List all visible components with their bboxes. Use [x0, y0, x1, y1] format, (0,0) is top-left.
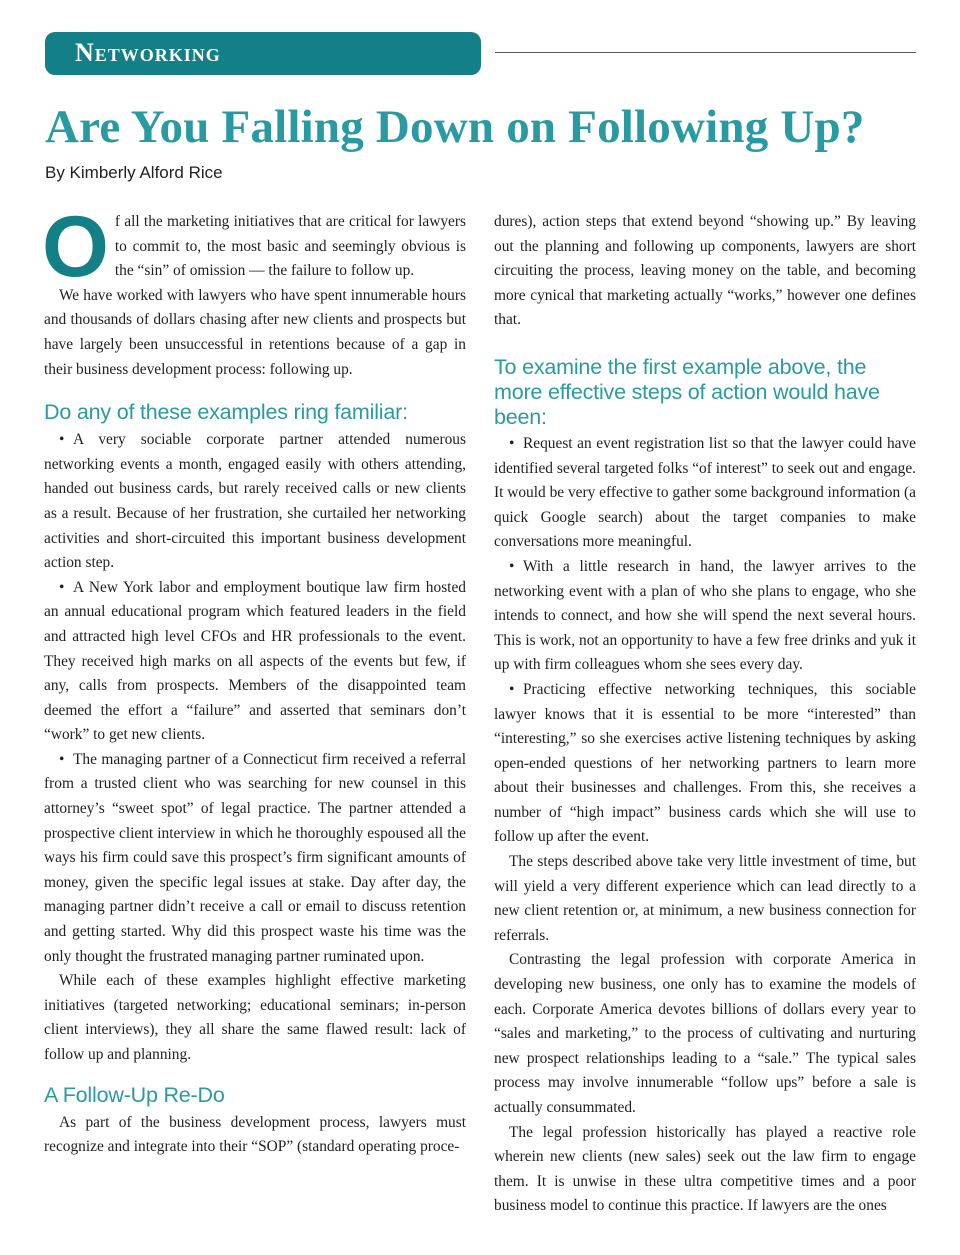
intro-paragraph — [42, 199, 466, 295]
paragraph: dures), action steps that extend beyond “showing up.” By leaving out the planning and following up components, lawyers are short circuiting the process, leaving money on the table, and becoming more cynical that marketing actually “works,” however one defines that. — [494, 213, 916, 329]
bullet-item: • With a little research in hand, the lawyer arrives to the networking event with a plan of who she plans to engage, who she intends to connect, and how she will spend the next several hours. This is work, not an opportunity to have a few free drinks and yuk it up with firm colleagues whom she sees every day. — [494, 555, 916, 678]
header-rule — [495, 52, 916, 53]
right-column — [494, 210, 916, 1219]
paragraph: The legal profession historically has played a reactive role wherein new clients (new sales) seek out the law firm to engage them. It is unwise in these ultra competitive times and a poor business model to continue this practice. If lawyers are the ones — [494, 1123, 916, 1215]
byline: By Kimberly Alford Rice — [45, 163, 223, 182]
paragraph: The steps described above take very little investment of time, but will yield a very different experience which can lead directly to a new client retention or, at minimum, a new business connection for referrals. — [494, 853, 916, 944]
bullet-item: • A very sociable corporate partner attended numerous networking events a month, engaged easily with others attending, handed out business cards, but rarely received calls or new clients as a result. Because of her frustration, she curtailed her networking activities and short-circuited this important business development action step. — [44, 428, 466, 576]
section-label: Networking — [75, 38, 221, 67]
section-tab — [45, 32, 481, 75]
subheading-steps: To examine the first example above, the more effective steps of action would have been: — [494, 354, 880, 429]
left-column — [42, 199, 466, 1160]
subheading-examples: Do any of these examples ring familiar: — [44, 400, 408, 425]
drop-cap: O — [42, 199, 109, 295]
paragraph: While each of these examples highlight effective marketing initiatives (targeted networking; educational seminars; in-person client interviews), they all share the same flawed result: lack of follow up and planning. — [44, 972, 466, 1063]
paragraph: We have worked with lawyers who have spent innumerable hours and thousands of dollars chasing after new clients and prospects but have largely been unsuccessful in retentions because of a gap in their business development process: following up. — [44, 286, 466, 378]
bullet-item: • Request an event registration list so that the lawyer could have identified several targeted folks “of interest” to seek out and engage. It would be very effective to gather some background information (a quick Google search) about the target companies to make conversations more meaningful. — [494, 432, 916, 555]
subheading-follow-up: A Follow-Up Re-Do — [44, 1082, 225, 1107]
article-title: Are You Falling Down on Following Up? — [45, 101, 865, 153]
intro-text: f all the marketing initiatives that are critical for lawyers to commit to, the most basic and seemingly obvious is the “sin” of omission — the failure to follow up. — [114, 213, 466, 280]
bullet-item: • Practicing effective networking techniques, this sociable lawyer knows that it is essential to be more “interested” than “interesting,” so she exercises active listening techniques by asking open-ended questions of her networking partners to learn more about their businesses and challenges. From this, she receives a number of “high impact” business cards which she will use to follow up after the event. — [494, 678, 916, 850]
bullet-item: • The managing partner of a Connecticut firm received a referral from a trusted client who was searching for new counsel in this attorney’s “sweet spot” of legal practice. The partner attended a prospective client interview in which he thoroughly espoused all the ways his firm could save this prospect’s firm significant amounts of money, given the specific legal issues at stake. Day after day, the managing partner didn’t receive a call or email to discuss retention and getting started. Why did this prospect waste his time was the only thought the frustrated managing partner ruminated upon. — [44, 748, 466, 969]
bullet-item: • A New York labor and employment boutique law firm hosted an annual educational program which featured leaders in the field and attracted high level CFOs and HR professionals to the event. They received high marks on all aspects of the events but few, if any, calls from prospects. Members of the disappointed team deemed the effort a “failure” and asserted that seminars don’t “work” to get new clients. — [44, 576, 466, 748]
paragraph: As part of the business development process, lawyers must recognize and integrate into their “SOP” (standard operating proce- — [44, 1113, 466, 1156]
paragraph: Contrasting the legal profession with corporate America in developing new business, one only has to examine the models of each. Corporate America devotes billions of dollars every year to “sales and marketing,” to the process of cultivating and nurturing new prospect relationships leading to a “sale.” The typical sales process may involve innumerable “follow ups” before a sale is actually consummated. — [494, 951, 916, 1116]
